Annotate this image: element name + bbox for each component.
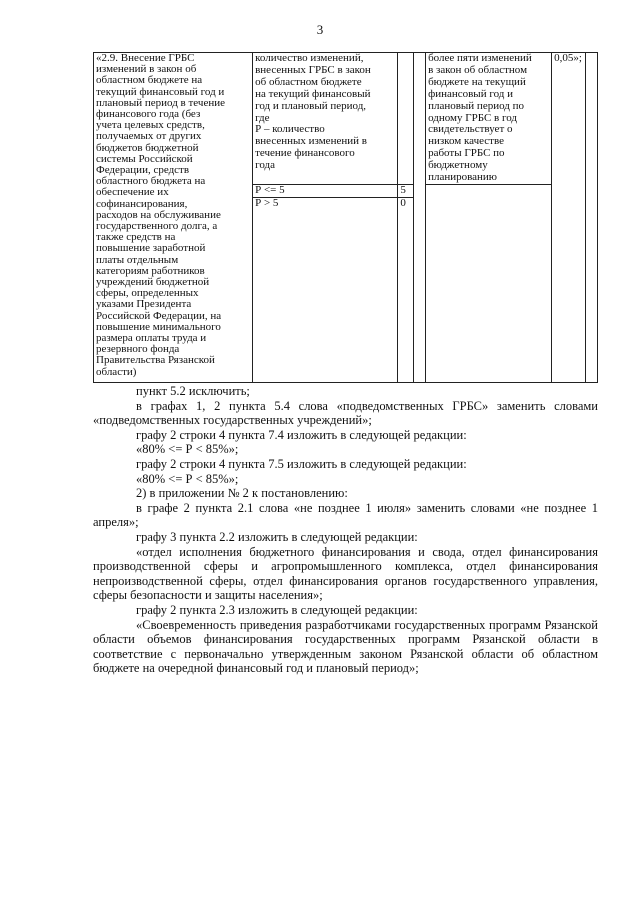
paragraph: «80% <= Р < 85%»; [136,442,239,457]
table-cell-formula [253,53,398,185]
paragraph: «отдел исполнения бюджетного финансирования и свода, отдел финансирования производственной сферы и агропромышленного комплекса, отдел финансирования непроизводственной сферы, отдел финансирования органов государственного управления, сферы безопасности и защиты населения»; [93,544,598,603]
table-cell-empty [586,53,598,383]
table-cell-empty [398,53,414,185]
comment-text: более пяти изменений в закон об областном бюджете на текущий финансовый год и плановый период по одному ГРБС в год свидетельствует о низком качестве работы ГРБС по бюджетному планированию [428,52,532,184]
criteria-table [93,52,598,383]
paragraph: графу 3 пункта 2.2 изложить в следующей редакции: [136,529,418,544]
paragraph: в графе 2 пункта 2.1 слова «не позднее 1 июля» заменить словами «не позднее 1 апреля»; [93,500,598,530]
paragraph: графу 2 строки 4 пункта 7.4 изложить в следующей редакции: [136,427,467,442]
table-cell-empty [426,185,552,383]
paragraph: графу 2 пункта 2.3 изложить в следующей редакции: [136,602,418,617]
paragraph: в графах 1, 2 пункта 5.4 слова «подведомственных ГРБС» заменить словами «подведомственных государственных учреждений»; [93,398,598,428]
formula-text: количество изменений, внесенных ГРБС в закон об областном бюджете на текущий финансовый год и плановый период, где Р – количество внесенных изменений в течение финансового года [255,52,371,172]
table-cell-weight [552,53,586,383]
weight-text: 0,05»; [554,52,582,64]
table-cell-empty [414,53,426,383]
paragraph: «80% <= Р < 85%»; [136,471,239,486]
criterion-text: «2.9. Внесение ГРБС изменений в закон об областном бюджете на текущий финансовый год и плановый период в течение финансового года (без учета целевых средств, получаемых от других бюджетов бюджетной системы Российской Федерации, средств областного бюджета на обеспечение их софинансирования, расходов на обслуживание государственного долга, а также средств на повышение заработной платы отдельным категориям работников учреждений бюджетной сферы, определенных указами Президента Российской Федерации, на повышение минимального размера оплаты труда и резервного фонда Правительства Рязанской области) [96,52,225,378]
paragraph: 2) в приложении № 2 к постановлению: [136,486,348,501]
paragraph: графу 2 строки 4 пункта 7.5 изложить в следующей редакции: [136,456,467,471]
condition-cell: Р > 5 [253,197,398,382]
paragraph: пункт 5.2 исключить; [136,384,250,398]
paragraph: «Своевременность приведения разработчиками государственных программ Рязанской области объемов финансирования государственных программ Рязанской области в соответствие с первоначально утвержденным законом Рязанской области об областном бюджете на очередной финансовый год и плановый период»; [93,617,598,676]
table-cell-comment [426,53,552,185]
table-row [94,53,598,185]
score-cell: 0 [398,197,414,382]
condition-cell: Р <= 5 [253,185,398,198]
table-cell-criterion [94,53,253,383]
body-text [93,384,598,676]
page-number: 3 [316,22,324,37]
score-cell: 5 [398,185,414,198]
